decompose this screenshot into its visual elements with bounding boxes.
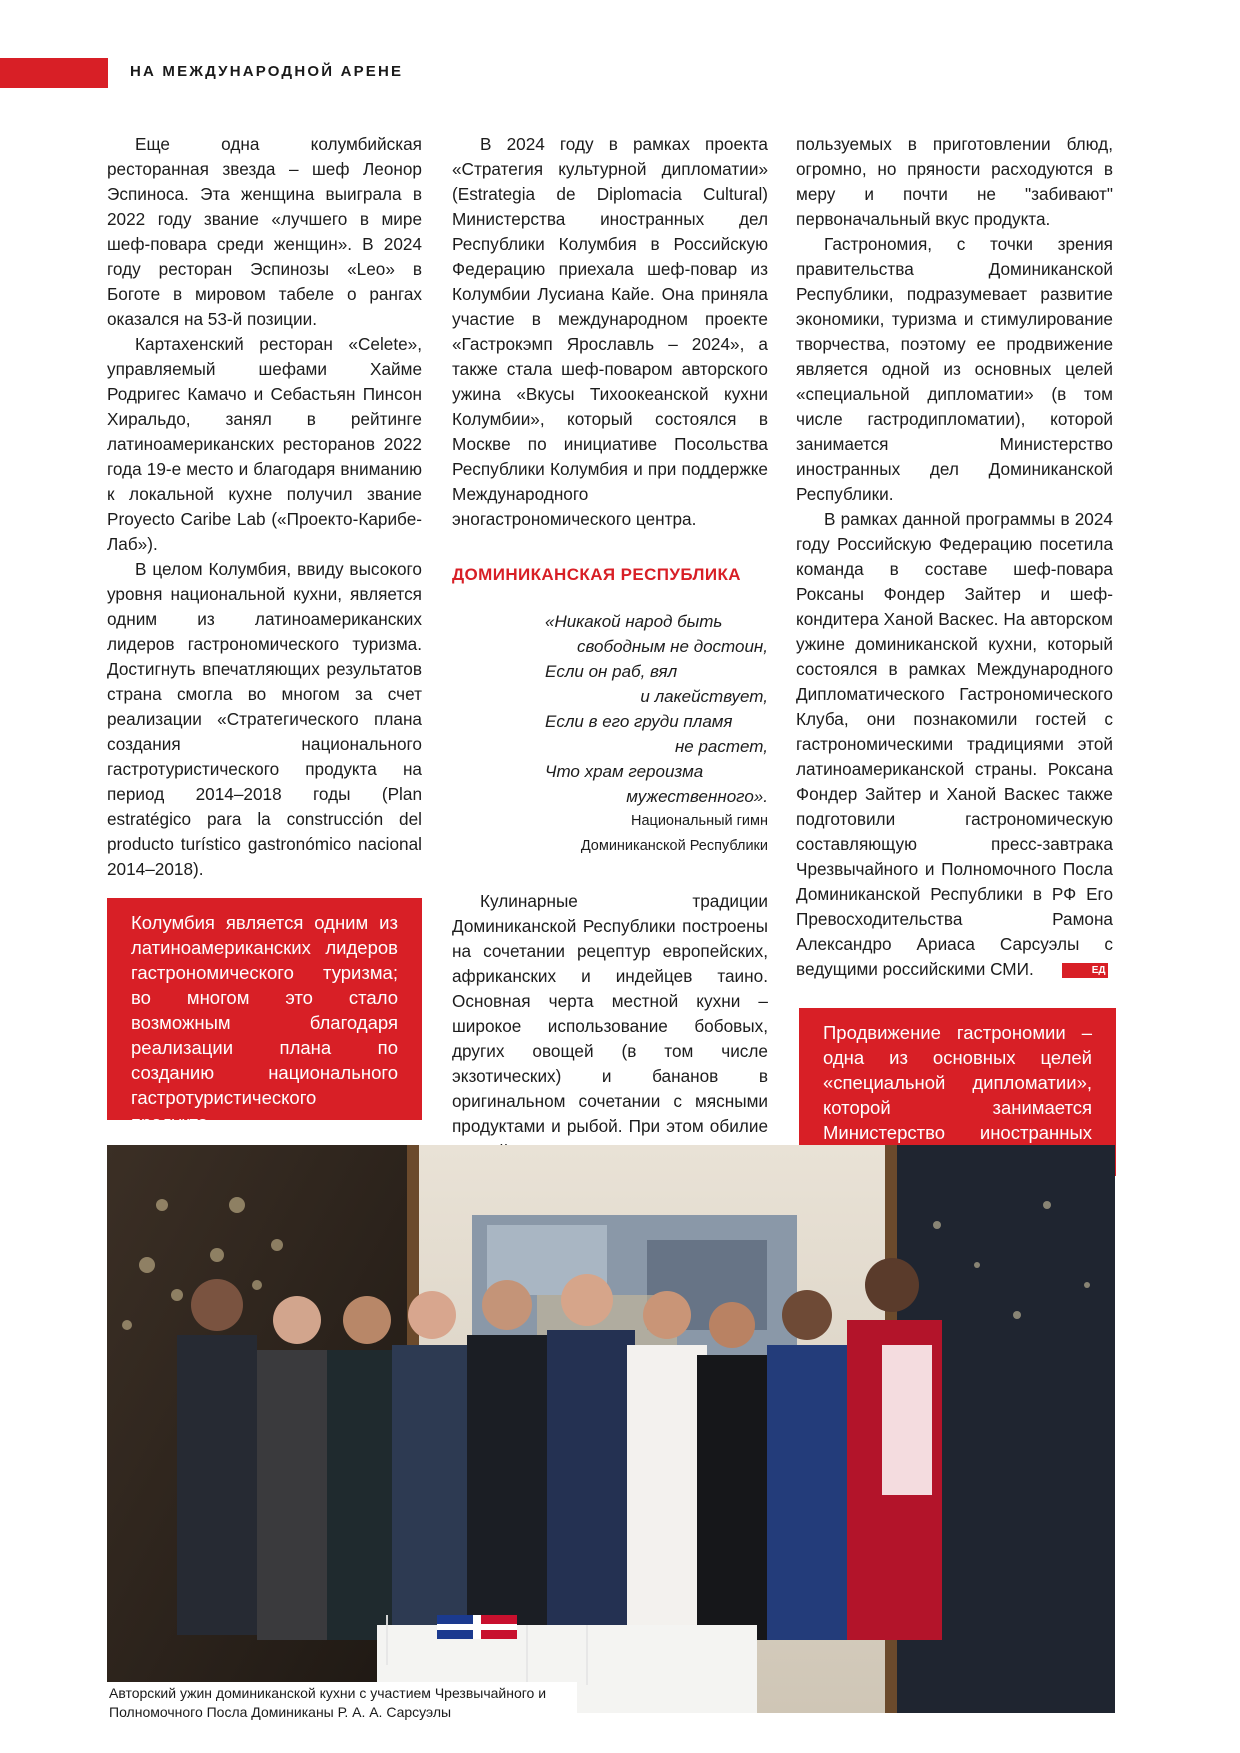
paragraph: Еще одна колумбийская ресторанная звезда – шеф Леонор Эспиноса. Эта женщина выиграла в 2022 году звание «лучшего в мире шеф-повара среди женщин». В 2024 году ресторан Эспинозы «Leo» в Боготе в мировом табеле о рангах оказался на 53-й позиции. — [107, 134, 422, 329]
epigraph-line: не растет, — [674, 737, 768, 756]
anthem-epigraph — [452, 609, 768, 809]
end-of-article-mark: ЕД — [1062, 963, 1108, 978]
epigraph-line: Что храм героизма — [545, 762, 704, 781]
pull-quote-colombia: Колумбия является одним из латиноамериканских лидеров гастрономического туризма; во многом это стало возможным благодаря реализации плана по созданию национального гастротуристического продукта — [107, 898, 422, 1120]
epigraph-line: свободным не достоин, — [577, 637, 768, 656]
paragraph: В рамках данной программы в 2024 году Российскую Федерацию посетила команда в составе шеф-повара Роксаны Фондер Зайтер и шеф-кондитера Ханой Васкес. На авторском ужине доминиканской кухни, который состоялся в рамках Международного Дипломатического Гастрономического Клуба, они познакомили гостей с гастрономическими традициями этой латиноамериканской страны. Роксана Фондер Зайтер и Ханой Васкес также подготовили гастрономическую составляющую пресс-завтрака Чрезвычайного и Полномочного Посла Доминиканской Республики в РФ Его Превосходительства Рамона Александро Ариаса Сарсуэлы с ведущими российскими СМИ. ЕД — [796, 509, 1113, 979]
epigraph-source: Национальный гимн Доминиканской Республики — [580, 813, 768, 854]
paragraph: Кулинарные традиции Доминиканской Республики построены на сочетании рецептур европейских, африканских и индейцев таино. Основная черта местной кухни – широкое использование бобовых, других овощей (в том числе экзотических) и бананов в оригинальном сочетании с мясными продуктами и рыбой. При этом обилие — [452, 891, 768, 1136]
subheading-dominican-republic: ДОМИНИКАНСКАЯ РЕСПУБЛИКА — [452, 565, 741, 584]
section-title: НА МЕЖДУНАРОДНОЙ АРЕНЕ — [130, 63, 404, 80]
epigraph-line: мужественного». — [626, 787, 768, 806]
epigraph-line: «Никакой народ быть — [545, 612, 723, 631]
paragraph: Картахенский ресторан «Celete», управляемый шефами Хайме Родригес Камачо и Себастьян Пинсон Хиральдо, занял в рейтинге латиноамериканских ресторанов 2022 года 19-е место и благодаря вниманию к локальной кухне получил звание Proyecto Caribe Lab («Проекто-Карибе-Лаб»). — [107, 334, 422, 554]
paragraph: В целом Колумбия, ввиду высокого уровня национальной кухни, является одним из латиноамериканских лидеров гастрономического туризма. Достигнуть впечатляющих результатов страна смогла во многом за счет реализации «Стратегического плана создания национального гастротуристического продукта на период 2014–2018 годы (Plan estratégico para la construcción del producto turístico gastronómico nacional 2014–2018). — [107, 559, 422, 879]
epigraph-line: и лакействует, — [640, 687, 768, 706]
paragraph: пользуемых в приготовлении блюд, огромно, но пряности расходуются в меру и почти не "забивают" первоначальный вкус продукта. — [796, 134, 1113, 229]
group-photo — [107, 1145, 1115, 1713]
group-photo-illustration — [107, 1145, 1115, 1713]
epigraph-line: Если он раб, вял — [545, 662, 678, 681]
text-column-3 — [796, 132, 1113, 982]
paragraph: Гастрономия, с точки зрения правительства Доминиканской Республики, подразумевает развитие экономики, туризма и стимулирование творчества, поэтому ее продвижение является одной из основных целей «специальной дипломатии» (в том числе гастродипломатии), которой занимается Министерство иностранных дел Доминиканской Республики. — [796, 234, 1113, 504]
paragraph: В 2024 году в рамках проекта «Стратегия культурной дипломатии» (Estrategia de Diplomacia Cultural) Министерства иностранных дел Республики Колумбия в Российскую Федерацию приехала шеф-повар из Колумбии Лусиана Кайе. Она приняла участие в международном проекте «Гастрокэмп Ярославль – 2024», а также стала шеф-поваром авторского ужина «Вкусы Тихоокеанской кухни Колумбии», который состоялся в Москве по инициативе Посольства Республики Колумбия и при поддержке Международного эногастрономического центра. — [452, 134, 768, 529]
epigraph-line: Если в его груди пламя — [545, 712, 733, 731]
text-column-1 — [107, 132, 422, 882]
photo-caption: Авторский ужин доминиканской кухни с участием Чрезвычайного и Полномочного Посла Доминиканы Р. А. А. Сарсуэлы — [107, 1682, 577, 1726]
pull-quote-gastronomy: Продвижение гастрономии – одна из основных целей «специальной дипломатии», которой занимается Министерство иностранных — [799, 1008, 1116, 1176]
header-accent-bar — [0, 58, 108, 88]
text-column-2 — [452, 132, 768, 1164]
